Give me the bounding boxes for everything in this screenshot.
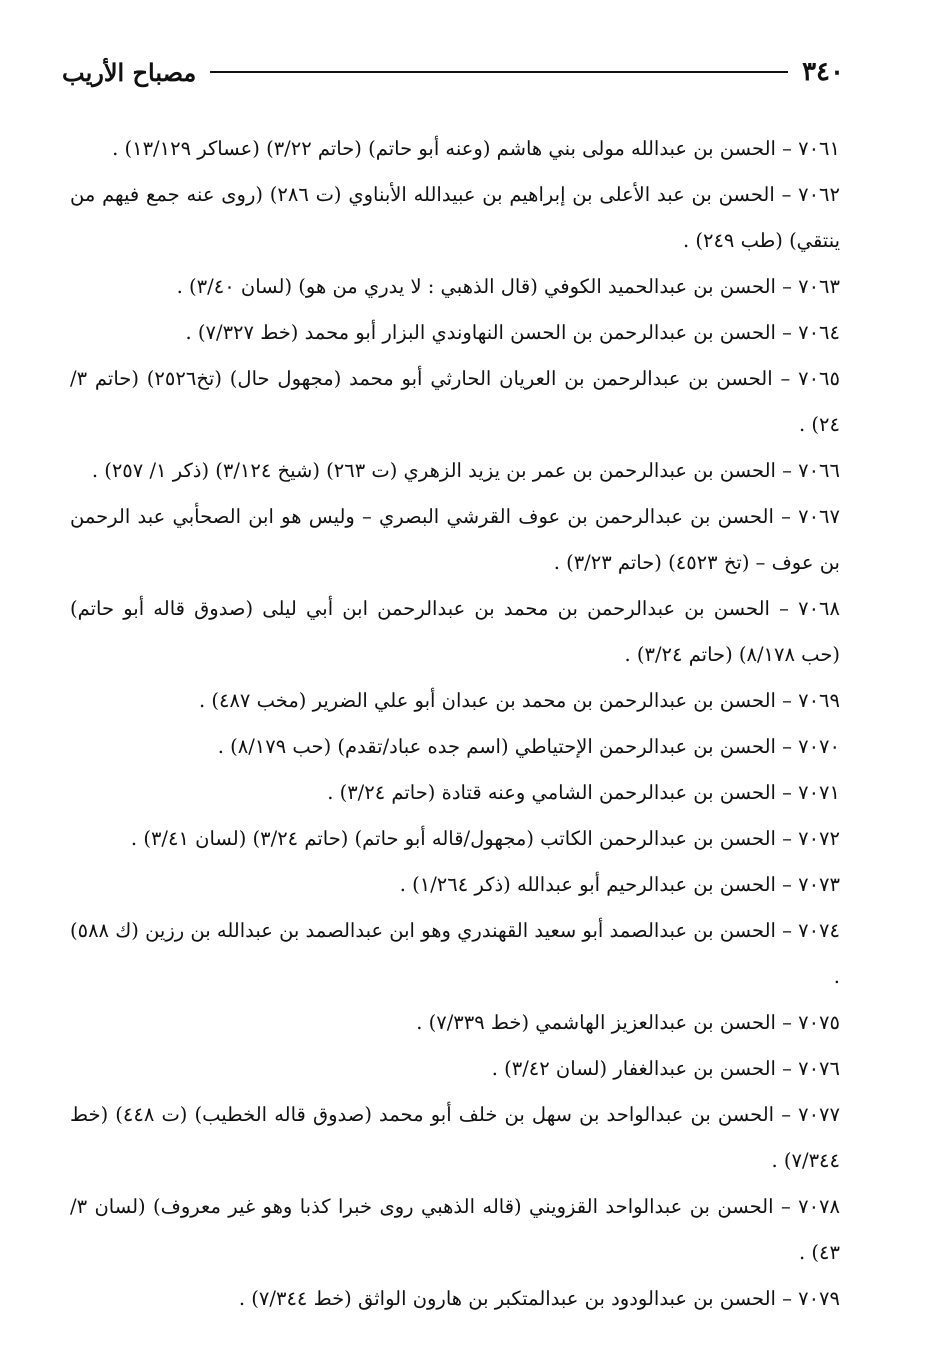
entry-number: ٧٠٧٥ (798, 1011, 840, 1034)
entry-text: الحسن بن عبدالواحد بن سهل بن خلف أبو محمد (صدوق قاله الخطيب) (ت ٤٤٨) (خط ٧/٣٤٤) . (70, 1103, 840, 1172)
entry-7062: ٧٠٦٢ – الحسن بن عبد الأعلى بن إبراهيم بن عبيدالله الأبناوي (ت ٢٨٦) (روى عنه جمع فيهم من ينتقي) (طب ٢٤٩) . (70, 183, 841, 252)
entry-number: ٧٠٧٩ (798, 1287, 840, 1310)
entry-text: الحسن بن عبدالرحمن الكاتب (مجهول/قاله أبو حاتم) (حاتم ٣/٢٤) (لسان ٣/٤١) . (130, 827, 776, 850)
entry-text: الحسن بن عبدالرحمن بن عوف القرشي البصري – وليس هو ابن الصحأبي عبد الرحمن بن عوف – (تخ ٤٥٢٣) (حاتم ٣/٢٣) . (70, 505, 840, 574)
entry-7079: ٧٠٧٩ – الحسن بن عبدالودود بن عبدالمتكبر بن هارون الواثق (خط ٧/٣٤٤) . (238, 1287, 840, 1310)
entry-number: ٧٠٧٣ (798, 873, 840, 896)
entry-text: الحسن بن عبدالرحمن بن العريان الحارثي أبو محمد (مجهول حال) (تخ٢٥٢٦) (حاتم ٣/ ٢٤) . (70, 367, 840, 436)
entry-text: الحسن بن عبدالواحد القزويني (قاله الذهبي روى خبرا كذبا وهو غير معروف) (لسان ٣/ ٤٣) . (70, 1195, 840, 1264)
entry-number: ٧٠٦٣ (798, 275, 840, 298)
entry-number: ٧٠٧٢ (798, 827, 840, 850)
entry-text: الحسن بن عبد الأعلى بن إبراهيم بن عبيدالله الأبناوي (ت ٢٨٦) (روى عنه جمع فيهم من ينتقي) (طب ٢٤٩) . (70, 183, 840, 252)
header-rule (210, 71, 788, 73)
entry-text: الحسن بن عبدالرحمن بن محمد بن عبدان أبو علي الضرير (مخب ٤٨٧) . (198, 689, 776, 712)
entry-7067: ٧٠٦٧ – الحسن بن عبدالرحمن بن عوف القرشي البصري – وليس هو ابن الصحأبي عبد الرحمن بن عوف – (تخ ٤٥٢٣) (حاتم ٣/٢٣) . (70, 505, 840, 574)
entry-7071: ٧٠٧١ – الحسن بن عبدالرحمن الشامي وعنه قتادة (حاتم ٣/٢٤) . (327, 781, 840, 804)
entry-number: ٧٠٧٠ (798, 735, 840, 758)
entry-text: الحسن بن عبدالرحيم أبو عبدالله (ذكر ١/٢٦٤) . (399, 873, 776, 896)
entry-7070: ٧٠٧٠ – الحسن بن عبدالرحمن الإحتياطي (اسم جده عباد/تقدم) (حب ٨/١٧٩) . (217, 735, 840, 758)
entry-7063: ٧٠٦٣ – الحسن بن عبدالحميد الكوفي (قال الذهبي : لا يدري من هو) (لسان ٣/٤٠) . (176, 275, 840, 298)
entry-number: ٧٠٦٦ (798, 459, 840, 482)
entry-number: ٧٠٦٢ (798, 183, 841, 206)
page-header (62, 52, 844, 92)
entry-number: ٧٠٦٥ (798, 367, 841, 390)
entry-text: الحسن بن عبدالرحمن بن عمر بن يزيد الزهري (ت ٢٦٣) (شيخ ٣/١٢٤) (ذكر ١/ ٢٥٧) . (91, 459, 776, 482)
entry-7075: ٧٠٧٥ – الحسن بن عبدالعزيز الهاشمي (خط ٧/٣٣٩) . (416, 1011, 840, 1034)
entry-text: الحسن بن عبدالرحمن بن الحسن النهاوندي البزار أبو محمد (خط ٧/٣٢٧) . (185, 321, 776, 344)
entry-7072: ٧٠٧٢ – الحسن بن عبدالرحمن الكاتب (مجهول/قاله أبو حاتم) (حاتم ٣/٢٤) (لسان ٣/٤١) . (130, 827, 840, 850)
entry-7061: ٧٠٦١ – الحسن بن عبدالله مولى بني هاشم (وعنه أبو حاتم) (حاتم ٣/٢٢) (عساكر ١٣/١٢٩) . (112, 137, 840, 160)
entry-7074: ٧٠٧٤ – الحسن بن عبدالصمد أبو سعيد القهندري وهو ابن عبدالصمد بن عبدالله بن رزين (ك ٥٨٨) . (69, 919, 840, 988)
entry-7069: ٧٠٦٩ – الحسن بن عبدالرحمن بن محمد بن عبدان أبو علي الضرير (مخب ٤٨٧) . (198, 689, 840, 712)
entry-number: ٧٠٧٨ (798, 1195, 840, 1218)
entry-text: الحسن بن عبدالرحمن الشامي وعنه قتادة (حاتم ٣/٢٤) . (327, 781, 776, 804)
entry-number: ٧٠٦١ (798, 137, 840, 160)
entry-text: الحسن بن عبدالله مولى بني هاشم (وعنه أبو حاتم) (حاتم ٣/٢٢) (عساكر ١٣/١٢٩) . (112, 137, 776, 160)
entry-text: الحسن بن عبدالصمد أبو سعيد القهندري وهو ابن عبدالصمد بن عبدالله بن رزين (ك ٥٨٨) . (69, 919, 840, 988)
entry-text: الحسن بن عبدالرحمن بن محمد بن عبدالرحمن ابن أبي ليلى (صدوق قاله أبو حاتم) (حب ٨/١٧٨) (حاتم ٣/٢٤) . (70, 597, 840, 666)
entry-7068: ٧٠٦٨ – الحسن بن عبدالرحمن بن محمد بن عبدالرحمن ابن أبي ليلى (صدوق قاله أبو حاتم) (حب ٨/١٧٨) (حاتم ٣/٢٤) . (70, 597, 840, 666)
book-title: مصباح الأريب (62, 57, 197, 87)
entry-number: ٧٠٧٦ (798, 1057, 840, 1080)
entries-list (70, 126, 840, 1322)
entry-text: الحسن بن عبدالغفار (لسان ٣/٤٢) . (491, 1057, 776, 1080)
entry-text: الحسن بن عبدالعزيز الهاشمي (خط ٧/٣٣٩) . (416, 1011, 776, 1034)
entry-7066: ٧٠٦٦ – الحسن بن عبدالرحمن بن عمر بن يزيد الزهري (ت ٢٦٣) (شيخ ٣/١٢٤) (ذكر ١/ ٢٥٧) . (91, 459, 840, 482)
entry-7065: ٧٠٦٥ – الحسن بن عبدالرحمن بن العريان الحارثي أبو محمد (مجهول حال) (تخ٢٥٢٦) (حاتم ٣/ ٢٤) . (70, 367, 841, 436)
entry-7073: ٧٠٧٣ – الحسن بن عبدالرحيم أبو عبدالله (ذكر ١/٢٦٤) . (399, 873, 840, 896)
entry-7078: ٧٠٧٨ – الحسن بن عبدالواحد القزويني (قاله الذهبي روى خبرا كذبا وهو غير معروف) (لسان ٣/ ٤٣) . (70, 1195, 840, 1264)
entry-number: ٧٠٦٩ (798, 689, 840, 712)
entry-text: الحسن بن عبدالرحمن الإحتياطي (اسم جده عباد/تقدم) (حب ٨/١٧٩) . (217, 735, 776, 758)
entry-number: ٧٠٧١ (798, 781, 840, 804)
page-number: ٣٤٠ (802, 57, 844, 87)
entry-number: ٧٠٦٨ (798, 597, 840, 620)
entry-text: الحسن بن عبدالحميد الكوفي (قال الذهبي : لا يدري من هو) (لسان ٣/٤٠) . (176, 275, 776, 298)
entry-number: ٧٠٧٧ (798, 1103, 840, 1126)
entry-number: ٧٠٦٧ (798, 505, 840, 528)
entry-text: الحسن بن عبدالودود بن عبدالمتكبر بن هارون الواثق (خط ٧/٣٤٤) . (238, 1287, 776, 1310)
entry-7064: ٧٠٦٤ – الحسن بن عبدالرحمن بن الحسن النهاوندي البزار أبو محمد (خط ٧/٣٢٧) . (185, 321, 840, 344)
entry-number: ٧٠٦٤ (798, 321, 840, 344)
entry-7077: ٧٠٧٧ – الحسن بن عبدالواحد بن سهل بن خلف أبو محمد (صدوق قاله الخطيب) (ت ٤٤٨) (خط ٧/٣٤٤) . (70, 1103, 840, 1172)
entry-number: ٧٠٧٤ (798, 919, 840, 942)
entry-7076: ٧٠٧٦ – الحسن بن عبدالغفار (لسان ٣/٤٢) . (491, 1057, 840, 1080)
